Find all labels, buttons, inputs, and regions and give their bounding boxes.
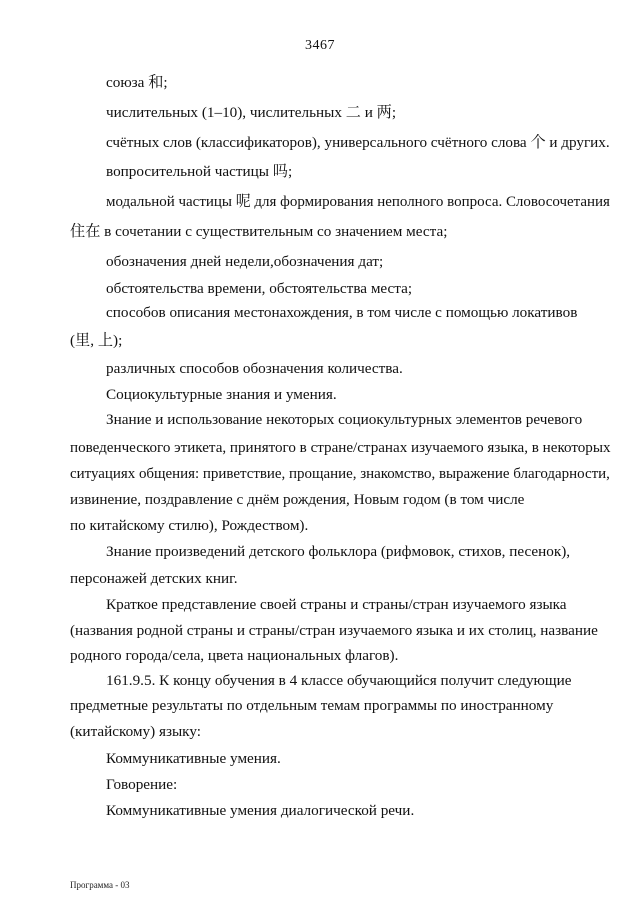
footer: Программа - 03 bbox=[70, 880, 130, 890]
text-line: Знание и использование некоторых социокультурных элементов речевого bbox=[106, 411, 583, 428]
section-heading: Коммуникативные умения. bbox=[106, 750, 281, 767]
text-line: обстоятельства времени, обстоятельства места; bbox=[106, 280, 413, 297]
section-heading: Говорение: bbox=[106, 776, 178, 793]
text-line: (китайскому) языку: bbox=[70, 723, 201, 740]
text-line: извинение, поздравление с днём рождения, Новым годом (в том числе bbox=[70, 491, 525, 508]
section-heading: Социокультурные знания и умения. bbox=[106, 386, 337, 403]
text-line: модальной частицы 呢 для формирования неполного вопроса. Словосочетания bbox=[106, 193, 610, 210]
text-line: персонажей детских книг. bbox=[70, 570, 238, 587]
text-line: (названия родной страны и страны/стран изучаемого языка и их столиц, название bbox=[70, 622, 598, 639]
text-line: 住在 в сочетании с существительным со значением места; bbox=[70, 223, 448, 240]
text-line: счётных слов (классификаторов), универсального счётного слова 个 и других. bbox=[106, 134, 610, 151]
text-line: предметные результаты по отдельным темам программы по иностранному bbox=[70, 697, 554, 714]
text-line: Знание произведений детского фольклора (рифмовок, стихов, песенок), bbox=[106, 543, 571, 560]
text-line: числительных (1–10), числительных 二 и 两; bbox=[106, 104, 397, 121]
text-line: обозначения дней недели,обозначения дат; bbox=[106, 253, 384, 270]
text-line: способов описания местонахождения, в том числе с помощью локативов bbox=[106, 304, 578, 321]
text-line: союза 和; bbox=[106, 74, 168, 91]
text-line: родного города/села, цвета национальных флагов). bbox=[70, 647, 399, 664]
text-line: по китайскому стилю), Рождеством). bbox=[70, 517, 309, 534]
section-heading: Коммуникативные умения диалогической речи. bbox=[106, 802, 415, 819]
page-number: 3467 bbox=[305, 38, 335, 53]
text-line: поведенческого этикета, принятого в стране/странах изучаемого языка, в некоторых bbox=[70, 439, 611, 456]
text-line: 161.9.5. К концу обучения в 4 классе обучающийся получит следующие bbox=[106, 672, 572, 689]
text-line: вопросительной частицы 吗; bbox=[106, 163, 293, 180]
text-line: (里, 上); bbox=[70, 332, 123, 349]
text-line: ситуациях общения: приветствие, прощание, знакомство, выражение благодарности, bbox=[70, 465, 610, 482]
text-line: различных способов обозначения количества. bbox=[106, 360, 403, 377]
text-line: Краткое представление своей страны и страны/стран изучаемого языка bbox=[106, 596, 567, 613]
